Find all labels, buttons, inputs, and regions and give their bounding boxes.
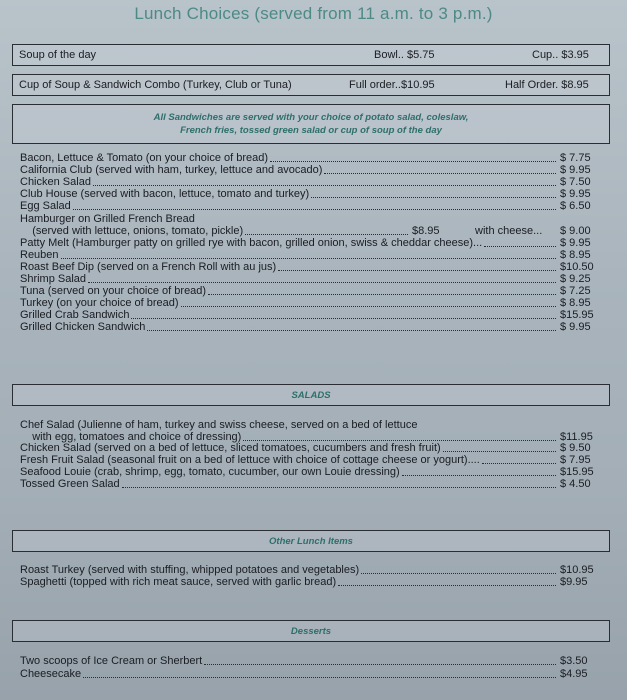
salad-price: $ 4.50 bbox=[560, 477, 591, 490]
sandwich-row bbox=[20, 249, 602, 262]
salad-name: Seafood Louie (crab, shrimp, egg, tomato, cucumber, our own Louie dressing) bbox=[20, 465, 400, 478]
sandwich-price: $ 7.75 bbox=[560, 152, 591, 164]
sandwich-row bbox=[20, 164, 602, 177]
dot-leader bbox=[61, 258, 556, 259]
dot-leader bbox=[338, 585, 556, 586]
dot-leader bbox=[83, 677, 556, 678]
sandwich-name: Reuben bbox=[20, 248, 59, 261]
dessert-price: $4.95 bbox=[560, 668, 588, 680]
soup-bowl-price: Bowl.. $5.75 bbox=[374, 49, 435, 61]
sandwich-name: Club House (served with bacon, lettuce, tomato and turkey) bbox=[20, 188, 310, 201]
salad-name: Fresh Fruit Salad (seasonal fruit on a bed of lettuce with choice of cottage cheese or yogurt).... bbox=[20, 454, 480, 467]
menu-title: Lunch Choices (served from 11 a.m. to 3 p.m.) bbox=[134, 4, 493, 23]
salad-name: Chef Salad (Julienne of ham, turkey and swiss cheese, served on a bed of lettuce bbox=[20, 419, 418, 431]
soup-label: Soup of the day bbox=[19, 49, 97, 61]
dessert-price: $3.50 bbox=[560, 655, 588, 667]
sandwich-price: $ 8.95 bbox=[560, 297, 591, 310]
dot-leader bbox=[204, 664, 556, 665]
sandwich-name: Egg Salad bbox=[20, 200, 71, 213]
dot-leader bbox=[361, 573, 556, 574]
sandwich-base-price: $8.95 bbox=[412, 224, 440, 237]
dot-leader bbox=[243, 440, 556, 441]
sandwich-row bbox=[20, 237, 602, 250]
soup-box bbox=[12, 44, 610, 66]
sandwich-price: $ 9.95 bbox=[560, 164, 591, 177]
combo-label: Cup of Soup & Sandwich Combo (Turkey, Club or Tuna) bbox=[19, 79, 292, 91]
dot-leader bbox=[147, 330, 556, 331]
sandwich-note-line-1: All Sandwiches are served with your choice of potato salad, coleslaw, bbox=[153, 112, 469, 123]
other-header-box bbox=[12, 530, 610, 552]
other-item-name: Spaghetti (topped with rich meat sauce, served with garlic bread) bbox=[20, 576, 337, 588]
sandwich-price: $ 8.95 bbox=[560, 248, 591, 261]
sandwich-name: Hamburger on Grilled French Bread bbox=[20, 212, 195, 225]
sandwich-name: California Club (served with ham, turkey, lettuce and avocado) bbox=[20, 164, 323, 177]
dot-leader bbox=[93, 185, 556, 186]
salads-header: SALADS bbox=[291, 390, 331, 401]
sandwich-row bbox=[20, 152, 602, 165]
salad-price: $11.95 bbox=[560, 430, 593, 443]
salad-name: with egg, tomatoes and choice of dressing) bbox=[20, 430, 242, 443]
sandwich-price: $ 7.25 bbox=[560, 285, 591, 298]
sandwich-row bbox=[20, 200, 602, 213]
sandwich-row bbox=[20, 261, 602, 274]
sandwich-price: $15.95 bbox=[560, 309, 594, 322]
combo-box bbox=[12, 74, 610, 96]
sandwich-price: $ 7.50 bbox=[560, 176, 591, 189]
sandwich-name: Chicken Salad bbox=[20, 176, 91, 189]
sandwich-name: Turkey (on your choice of bread) bbox=[20, 297, 179, 310]
sandwich-note-box bbox=[12, 104, 610, 144]
dot-leader bbox=[131, 318, 556, 319]
sandwich-name: Patty Melt (Hamburger patty on grilled rye with bacon, grilled onion, swiss & cheddar cheese)... bbox=[20, 236, 483, 249]
sandwich-price: $ 9.95 bbox=[560, 236, 591, 249]
other-item-price: $9.95 bbox=[560, 576, 588, 588]
dessert-name: Cheesecake bbox=[20, 668, 82, 680]
other-item-price: $10.95 bbox=[560, 564, 594, 576]
dot-leader bbox=[484, 246, 556, 247]
soup-cup-price: Cup.. $3.95 bbox=[532, 49, 589, 61]
dot-leader bbox=[443, 451, 556, 452]
dot-leader bbox=[311, 197, 556, 198]
salad-price: $ 9.50 bbox=[560, 442, 591, 455]
combo-half-price: Half Order. $8.95 bbox=[505, 79, 589, 91]
sandwich-price: $ 6.50 bbox=[560, 200, 591, 213]
combo-full-price: Full order..$10.95 bbox=[349, 79, 435, 91]
sandwich-name: Grilled Chicken Sandwich bbox=[20, 321, 146, 334]
sandwich-row bbox=[20, 321, 602, 334]
sandwich-name: Shrimp Salad bbox=[20, 273, 87, 285]
sandwich-row bbox=[20, 297, 602, 310]
sandwich-price: $ 9.95 bbox=[560, 321, 591, 334]
sandwich-row bbox=[20, 285, 602, 298]
sandwich-name: (served with lettuce, onions, tomato, pickle) bbox=[20, 224, 244, 237]
dot-leader bbox=[181, 306, 556, 307]
dot-leader bbox=[324, 173, 556, 174]
desserts-header-box bbox=[12, 620, 610, 642]
sandwich-row bbox=[20, 225, 602, 238]
sandwich-price: $ 9.25 bbox=[560, 273, 591, 285]
dot-leader bbox=[245, 234, 408, 235]
dot-leader bbox=[270, 161, 556, 162]
sandwich-cheese-label: with cheese... bbox=[475, 224, 543, 237]
sandwich-price: $ 9.95 bbox=[560, 188, 591, 201]
salad-name: Chicken Salad (served on a bed of lettuce, sliced tomatoes, cucumbers and fresh fruit) bbox=[20, 442, 441, 455]
dot-leader bbox=[482, 463, 556, 464]
other-header: Other Lunch Items bbox=[269, 536, 353, 547]
dot-leader bbox=[73, 209, 556, 210]
salad-price: $15.95 bbox=[560, 465, 594, 478]
sandwich-row bbox=[20, 273, 602, 286]
dessert-row bbox=[20, 655, 602, 668]
dot-leader bbox=[402, 475, 556, 476]
sandwich-price: $ 9.00 bbox=[560, 224, 591, 237]
salad-price: $ 7.95 bbox=[560, 454, 591, 467]
sandwich-name: Bacon, Lettuce & Tomato (on your choice of bread) bbox=[20, 152, 269, 164]
dessert-row bbox=[20, 668, 602, 681]
dot-leader bbox=[122, 487, 556, 488]
sandwich-price: $10.50 bbox=[560, 260, 594, 273]
salad-name: Tossed Green Salad bbox=[20, 477, 120, 490]
salads-header-box bbox=[12, 384, 610, 406]
sandwich-name: Tuna (served on your choice of bread) bbox=[20, 285, 207, 298]
sandwich-row bbox=[20, 176, 602, 189]
sandwich-row bbox=[20, 188, 602, 201]
dot-leader bbox=[278, 270, 556, 271]
dessert-name: Two scoops of Ice Cream or Sherbert bbox=[20, 655, 203, 667]
sandwich-name: Roast Beef Dip (served on a French Roll with au jus) bbox=[20, 260, 277, 273]
other-item-name: Roast Turkey (served with stuffing, whipped potatoes and vegetables) bbox=[20, 564, 360, 576]
sandwich-name: Grilled Crab Sandwich bbox=[20, 309, 130, 322]
sandwich-note-line-2: French fries, tossed green salad or cup of soup of the day bbox=[180, 125, 442, 136]
dot-leader bbox=[208, 294, 556, 295]
salad-row bbox=[20, 478, 602, 491]
desserts-header: Desserts bbox=[290, 626, 332, 637]
sandwich-row bbox=[20, 309, 602, 322]
dot-leader bbox=[88, 282, 556, 283]
sandwich-row bbox=[20, 213, 602, 226]
other-item-row bbox=[20, 576, 602, 589]
